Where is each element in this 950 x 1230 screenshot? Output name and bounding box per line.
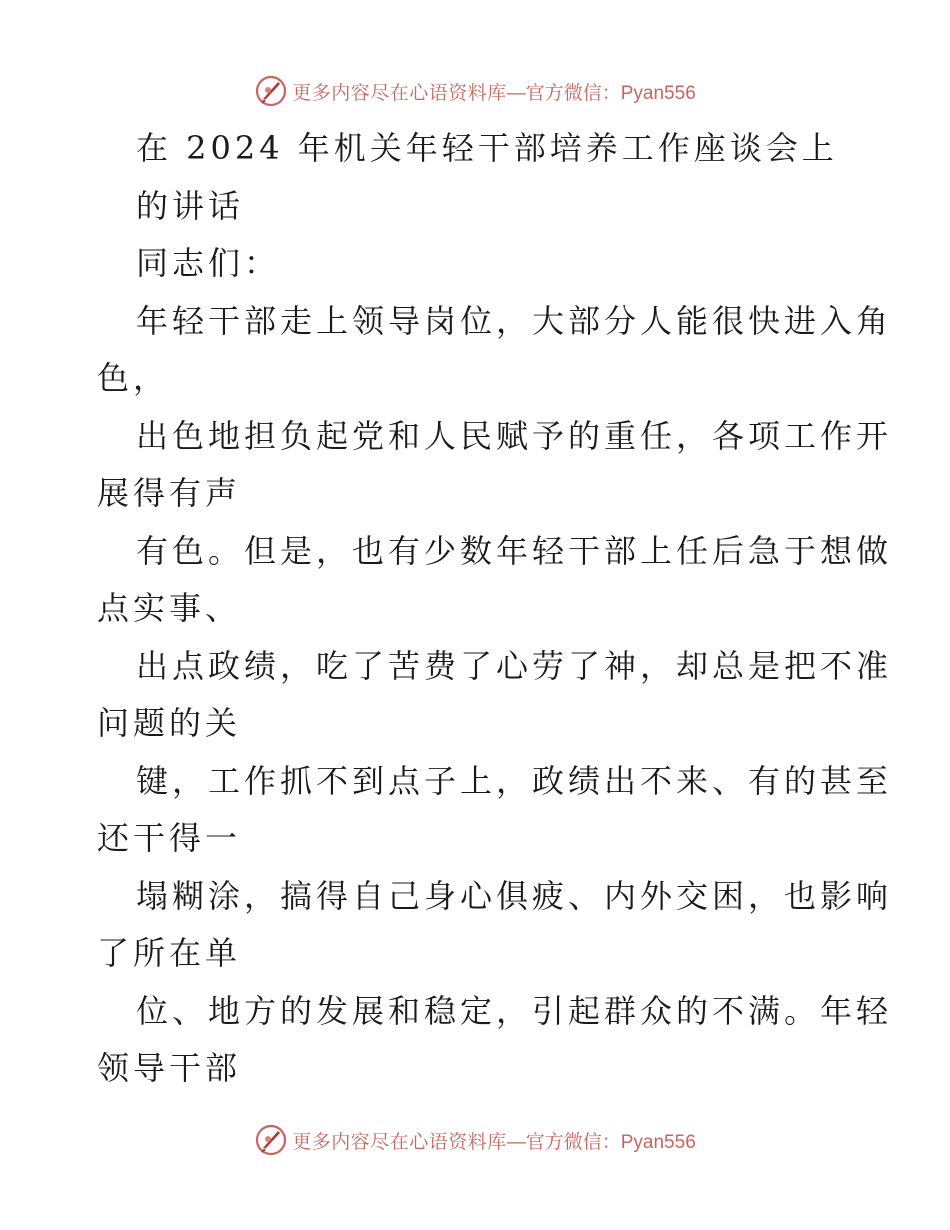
body-line: 塌糊涂，搞得自己身心俱疲、内外交困，也影响 [136,876,893,915]
watermark-contact: —官方微信：Pyan556 [506,1131,696,1153]
body-line: 有色。但是，也有少数年轻干部上任后急于想做 [136,531,893,570]
watermark-banner-bottom [0,1120,950,1160]
watermark-banner-top [0,71,950,111]
body-line: 年轻干部走上领导岗位，大部分人能很快进入角 [136,301,893,340]
watermark-brand: 更多内容尽在心语资料库 [292,81,507,104]
body-line: 出色地担负起党和人民赋予的重任，各项工作开 [136,416,893,455]
feather-logo-icon [254,74,288,108]
title-line-1: 在 2024 年机关年轻干部培养工作座谈会上 [136,129,838,167]
body-line: 出点政绩，吃了苦费了心劳了神，却总是把不准 [136,646,893,685]
body-line: 领导干部 [97,1049,242,1087]
paragraph [97,293,893,1098]
body-line: 位、地方的发展和稳定，引起群众的不满。年轻 [136,991,893,1030]
body-line: 点实事、 [97,589,242,627]
body-line: 色， [97,359,170,397]
body-line: 问题的关 [97,704,242,742]
document-body [97,120,893,1098]
feather-logo-icon [254,1123,288,1157]
title-line-2: 的讲话 [136,186,245,225]
watermark-brand: 更多内容尽在心语资料库 [292,1130,507,1153]
body-line: 了所在单 [97,934,242,972]
body-line: 还干得一 [97,819,242,857]
salutation: 同志们： [136,244,281,282]
body-line: 展得有声 [97,474,242,512]
watermark-contact: —官方微信：Pyan556 [506,82,696,104]
body-line: 键，工作抓不到点子上，政绩出不来、有的甚至 [136,761,893,800]
